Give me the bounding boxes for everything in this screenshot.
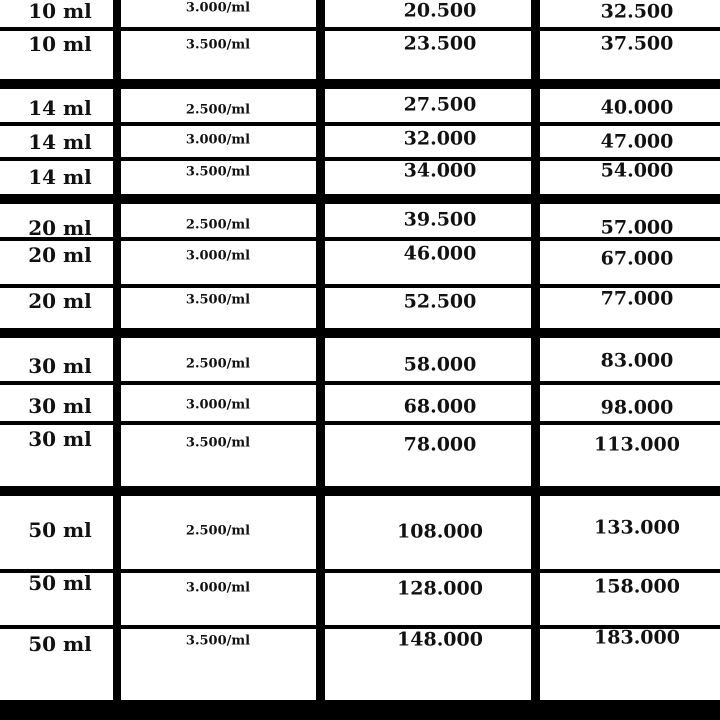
rate-value: 3.000/ml	[185, 580, 251, 596]
volume-value: 50 ml	[28, 571, 92, 595]
price-a-value: 32.000	[403, 127, 477, 150]
volume-value: 20 ml	[28, 216, 92, 240]
volume-value: 10 ml	[28, 0, 92, 23]
rate-value: 2.500/ml	[185, 217, 251, 233]
price-a-value: 39.500	[403, 208, 477, 231]
volume-value: 20 ml	[28, 289, 92, 313]
price-b-value: 113.000	[594, 433, 680, 456]
price-a-value: 20.500	[403, 0, 477, 22]
rate-value: 3.000/ml	[185, 0, 251, 16]
price-b-value: 47.000	[600, 130, 674, 153]
price-b-value: 37.500	[600, 32, 674, 55]
table-cell-rate	[121, 425, 316, 486]
price-b-value: 32.500	[600, 0, 674, 23]
volume-value: 14 ml	[28, 165, 92, 189]
price-a-value: 52.500	[403, 290, 477, 313]
volume-value: 30 ml	[28, 427, 92, 451]
price-b-value: 183.000	[594, 626, 680, 649]
price-a-value: 148.000	[397, 628, 483, 651]
price-a-value: 68.000	[403, 395, 477, 418]
rate-value: 3.500/ml	[185, 164, 251, 180]
volume-value: 50 ml	[28, 632, 92, 656]
rate-value: 3.500/ml	[185, 435, 251, 451]
price-a-value: 58.000	[403, 353, 477, 376]
price-b-value: 83.000	[600, 349, 674, 372]
volume-value: 10 ml	[28, 32, 92, 56]
price-b-value: 98.000	[600, 396, 674, 419]
price-b-value: 57.000	[600, 216, 674, 239]
rate-value: 3.000/ml	[185, 248, 251, 264]
volume-value: 30 ml	[28, 354, 92, 378]
rate-value: 2.500/ml	[185, 102, 251, 118]
price-b-value: 54.000	[600, 159, 674, 182]
rate-value: 2.500/ml	[185, 356, 251, 372]
price-a-value: 27.500	[403, 93, 477, 116]
volume-value: 20 ml	[28, 243, 92, 267]
price-a-value: 108.000	[397, 520, 483, 543]
price-a-value: 128.000	[397, 577, 483, 600]
price-b-value: 40.000	[600, 96, 674, 119]
price-b-value: 67.000	[600, 247, 674, 270]
volume-value: 14 ml	[28, 130, 92, 154]
rate-value: 2.500/ml	[185, 523, 251, 539]
rate-value: 3.000/ml	[185, 397, 251, 413]
price-b-value: 77.000	[600, 287, 674, 310]
price-b-value: 158.000	[594, 575, 680, 598]
rate-value: 3.500/ml	[185, 37, 251, 53]
volume-value: 50 ml	[28, 518, 92, 542]
price-a-value: 23.500	[403, 32, 477, 55]
rate-value: 3.500/ml	[185, 633, 251, 649]
rate-value: 3.500/ml	[185, 292, 251, 308]
price-b-value: 133.000	[594, 516, 680, 539]
volume-value: 30 ml	[28, 394, 92, 418]
price-a-value: 78.000	[403, 433, 477, 456]
volume-value: 14 ml	[28, 96, 92, 120]
rate-value: 3.000/ml	[185, 132, 251, 148]
price-a-value: 46.000	[403, 242, 477, 265]
price-a-value: 34.000	[403, 159, 477, 182]
